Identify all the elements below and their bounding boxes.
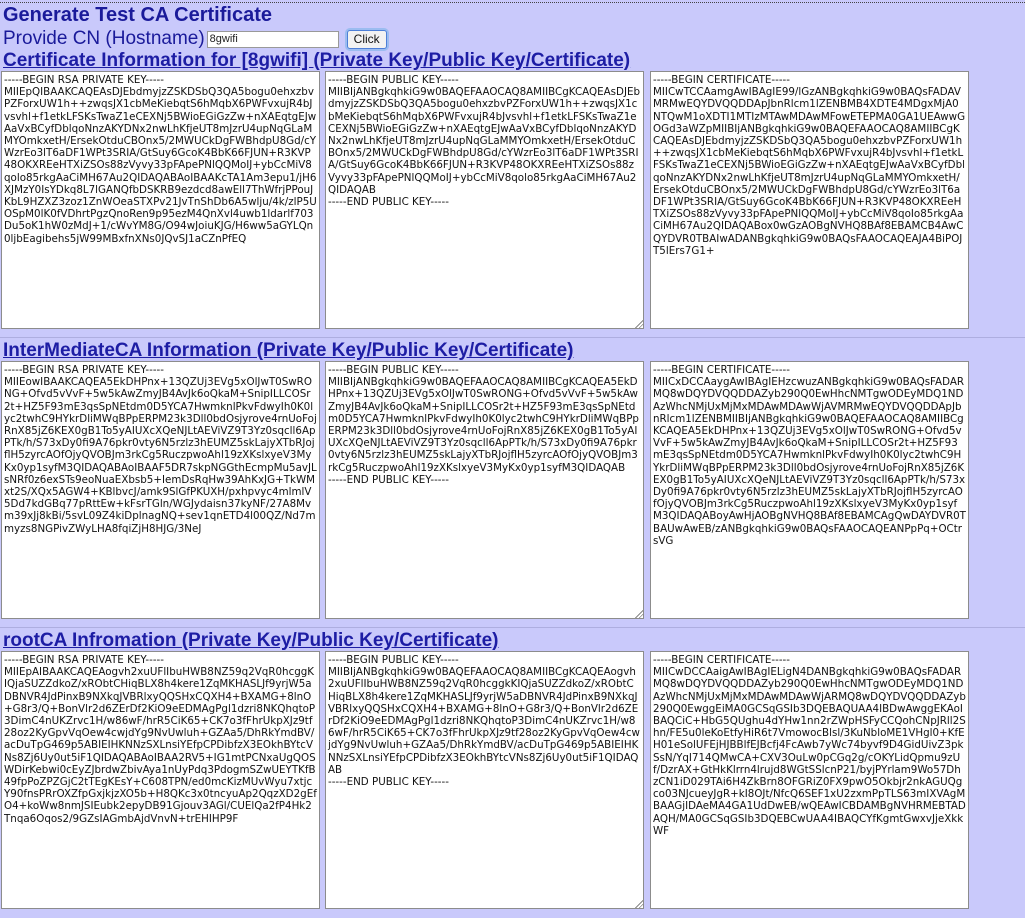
cn-form [3, 27, 387, 51]
certificate-info-heading[interactable]: Certificate Information for [8gwifi] (Private Key/Public Key/Certificate) [3, 50, 631, 71]
root-certificate-textarea[interactable]: -----BEGIN CERTIFICATE----- MIICwDCCAaigAwIBAgIELigN4DANBgkqhkiG9w0BAQsFADARMQ8wDQYDVQQDDAZyb290Q0EwHhcNMTgwODEyMDQ1NDAzWhcNMjUxMjMxMDAwMDAwWjARMQ8wDQYDVQQDDAZyb290Q0EwggEiMA0GCSqGSIb3DQEBAQUAA4IBDwAwggEKAoIBAQCiC+HbG5QUghu4dYHw1nn2rZWpHSFyCCQohCNpJRll2Shn/FE5u0leKoEtfyHiR6t7VmowocBlsl/3KuNbloME1VHgl0+KfEH01eSolUFEjHJBBlfEJBcfj4FcAwb7yWc74byvf9D4GidUivZ3pkSsN/YqI714QMwCA+CXV3OuLw0pCGq2g/cOKYLidQpmu9zUf/DzrAX+GtHkKlrrn4lrujd8WGtSSlcnP21/byjPYrlam9Wo57DhzCN1iD029TAi6H4ZkBrn8OFGRiZ0FX9pwO5Okbjr2nkAGUQgco03NJcueyJgR+kI8OJt/NfcQ6SEF1xU2zxmPpTLS63mIXVAgMBAAGjIDAeMA4GA1UdDwEB/wQEAwICBDAMBgNVHRMEBTADAQH/MA0GCSqGSIb3DQEBCwUAA4IBAQCYfKgmtGwxvJjeXkkWF [650, 651, 969, 909]
section-divider [0, 337, 1025, 338]
certificate-private-key-textarea[interactable]: -----BEGIN RSA PRIVATE KEY----- MIIEpQIBAAKCAQEAsDJEbdmyjzZSKDSbQ3QA5bogu0ehxzbvPZForxUW1h++zwqsJX1cbMeKiebqtS6hMqbX6PWFvxujR4bJvsvhl+f1etkLFSKsTwaZ1eCEXNj5BWioEGiGzZw+nXAEqtgEJwAaVxBCyfDblqoNnzAKYDNx2nwLhKfjeUT8mJzrU4upNqGLaMMYOmkxetH/ErsekOtduCBOnx5/2MWUCkDgFWBhdpU8Gd/cYWzrEo3lT6aDF1WPt3SRIA/GtSuy6GcoK4BbK66FJUN+R3KVP48OKXREeHTXiZSOs88zVyvy33pFApePNlQQMoIJ+ybCcMiV8qolo85rkgAaCiMH67Au2QIDAQABAoIBAAKcTA1Am3epu1/jH6XJMzY0IsYDkq8L7lGANQfbDSKRB9ezdcd8awEll7ThWfrjPPouJKbL9HZXZ3zoz1ZnWOeaSTXPv21JvTnShDb6A5wlju/4k/zlP5UOSpM0lK0fVDhrtPgzQnoRen9p95ezM4QnXvl4uwb1ldarlf703Du5oK1hW0zMdJ+1/cWvYM8G/O94wJoiuKJG/H6ww5aGYLQn0ljbEagibehs5jW99MBxfnXNs0JQvSJ1aCZnPfEQ [1, 71, 320, 329]
page-title: Generate Test CA Certificate [3, 4, 272, 26]
top-scrolled-edge [0, 0, 1025, 3]
root-private-key-textarea[interactable]: -----BEGIN RSA PRIVATE KEY----- MIIEpAIBAAKCAQEAogvh2xuUFlIbuHWB8NZ59q2VqR0hcggKIQjaSUZZdkoZ/xRObtCHiqBLX8h4kere1ZqMKHASLJf9yrjW5aDBNVR4JdPinxB9NXkqJVBRlxyQQSHxCQXH4+BXAMG+8lnO+G8r3/Q+BonVlr2d6ZErDf2KiO9eEDMAgPgl1dzri8NKQhqtoP3DimC4nUKZrvc1H/w86wF/hrR5CiK65+CK7o3fFhrUkpXJz9tf28oz2KyGpvVqOew4cwjdYg9NvUwluh+GZAa5/DhRkYmdBV/acDuTpG469p5ABIEIHKNNzSXLnsiYEfpCPDibfzX3EOkhBYtcVNs8Zj6Uy0ut5iF1QIDAQABAoIBAA2RV5+IG1mtPCNxaUgQOSWDirKebwi0cEyZJbrdwZbivAya1nUyPdq3PdogmSZwUEYTKfB49fpPoZPZGjC2tTEgKEsY+C608TPN/ed0mcKizMUvWyu7xtjcY90fnsPRrOXZfpGxjkjzXO5b+H8QKc3x0tncyuAp2QqzXD2gEfO4+koWw8nmJSIEubk2epyDB91Gjouv3AGl/CUElQa2fP4Hk2Tnqa6Oqos2/9GZsIAGmbAjdVnvN+trEHIHP9F [1, 651, 320, 909]
certificate-certificate-textarea[interactable]: -----BEGIN CERTIFICATE----- MIICwTCCAamgAwIBAgIE99/lGzANBgkqhkiG9w0BAQsFADAVMRMwEQYDVQQDDApJbnRlcm1lZENBMB4XDTE4MDgxMjA0NTQwM1oXDTI1MTIzMTAwMDAwMFowETEPMA0GA1UEAwwGOGd3aWZpMIIBIjANBgkqhkiG9w0BAQEFAAOCAQ8AMIIBCgKCAQEAsDJEbdmyjzZSKDSbQ3QA5bogu0ehxzbvPZForxUW1h++zwqsJX1cbMeKiebqtS6hMqbX6PWFvxujR4bJvsvhl+f1etkLFSKsTwaZ1eCEXNj5BWioEGiGzZw+nXAEqtgEJwAaVxBCyfDblqoNnzAKYDNx2nwLhKfjeUT8mJzrU4upNqGLaMMYOmkxetH/ErsekOtduCBOnx5/2MWUCkDgFWBhdpU8Gd/cYWzrEo3lT6aDF1WPt3SRIA/GtSuy6GcoK4BbK66FJUN+R3KVP48OKXREeHTXiZSOs88zVyvy33pFApePNlQQMoIJ+ybCcMiV8qoIo85rkgAaCiMH67Au2QIDAQABox0wGzAOBgNVHQ8BAf8EBAMCB4AwCQYDVR0TBAIwADANBgkqhkiG9w0BAQsFAAOCAQEAJA4BiPOJT5lErs7G1+ [650, 71, 969, 329]
intermediate-ca-heading[interactable]: InterMediateCA Information (Private Key/Public Key/Certificate) [3, 340, 574, 361]
intermediate-private-key-textarea[interactable]: -----BEGIN RSA PRIVATE KEY----- MIIEowIBAAKCAQEA5EkDHPnx+13QZUj3EVg5xOlJwT0SwRONG+Ofvd5vVvF+5w5kAwZmyJB4AvJk6oQkaM+SnipILLCOSr2t+HZ5F93mE3qsSpNEtdm0D5YCA7HwmknlPkvFdwyIh0K0lyc2twhC9HYkrDliMWqBPpERPM23k3Dll0bdOsjyrove4rnUoFojRnX85jZ6KEX0gB1To5yAIUXcXQeNJLtAEViVZ9T3Yz0sqcll6ApPTk/h/S73xDy0fi9A76pkr0vty6N5rzlz3hEUMZ5skLajyXTbRJojflH5zyrcAOfOjyQVOBJm3rkCg5RuczpwoAhl19zXKslxyeV3MyKx0yp1syfM3QIDAQABAoIBAAF5DR7skpNGGthEcmpMu5avJLsNRf0z6exSTs9eoNuaEXbsb5+IemDsRqHw39AhKxJG+TkWMxt2S/XQx5AGW4+KBlbvcJ/amk9SlGfPKUXH/pxhpvyc4mlmlV5Dd7kdGBq77pRttEw+kFsrTGln/WGJydaisn37kyNF/27A8Mvm39xJj8kBi/5svL09Z4kiDplnagNQ+sev1qnETD4l00QZ/Nd7mmyzs8NGPivZWyLHA8fqiZjH8HJG/3NeJ [1, 361, 320, 619]
intermediate-public-key-textarea[interactable]: -----BEGIN PUBLIC KEY----- MIIBIjANBgkqhkiG9w0BAQEFAAOCAQ8AMIIBCgKCAQEA5EkDHPnx+13QZUj3EVg5xOlJwT0SwRONG+Ofvd5vVvF+5w5kAwZmyJB4AvJk6oQkaM+SnipILLCOSr2t+HZ5F93mE3qsSpNEtdm0D5YCA7HwmknlPkvFdwyIh0K0lyc2twhC9HYkrDliMWqBPpERPM23k3Dll0bdOsjyrove4rnUoFojRnX85jZ6KEX0gB1To5yAIUXcXQeNJLtAEViVZ9T3Yz0sqcll6ApPTk/h/S73xDy0fi9A76pkr0vty6N5rzlz3hEUMZ5skLajyXTbRJojflH5zyrcAOfOjyQVOBJm3rkCg5RuczpwoAhl19zXKslxyeV3MyKx0yp1syfM3QIDAQAB -----END PUBLIC KEY----- [325, 361, 644, 619]
click-button[interactable]: Click [347, 30, 387, 49]
root-public-key-textarea[interactable]: -----BEGIN PUBLIC KEY----- MIIBIjANBgkqhkiG9w0BAQEFAAOCAQ8AMIIBCgKCAQEAogvh2xuUFlIbuHWB8NZ59q2VqR0hcggkKIQjaSUZZdkoZ/xRObtCHiqBLX8h4kere1ZqMKHASLJf9yrjW5aDBNVR4JdPinxB9NXkqJVBRlxyQQSHxCQXH4+BXAMG+8lnO+G8r3/Q+BonVlr2d6ZErDf2KiO9eEDMAgPgl1dzri8NKQhqtoP3DimC4nUKZrvc1H/w86wF/hrR5CiK65+CK7o3fFhrUkpXJz9tf28oz2KyGpvVqOew4cwjdYg9NvUwluh+GZAa5/DhRkYmdBV/acDuTpG469p5ABIEIHKNNzSXLnsiYEfpCPDibfzX3EOkhBYtcVNs8Zj6Uy0ut5iF1QIDAQAB -----END PUBLIC KEY----- [325, 651, 644, 909]
section-divider [0, 627, 1025, 628]
cn-label: Provide CN (Hostname) [3, 28, 205, 49]
root-ca-heading[interactable]: rootCA Infromation (Private Key/Public Key/Certificate) [3, 630, 499, 651]
certificate-public-key-textarea[interactable]: -----BEGIN PUBLIC KEY----- MIIBIjANBgkqhkiG9w0BAQEFAAOCAQ8AMIIBCgKCAQEAsDJEbdmyjzZSKDSbQ3QA5bogu0ehxzbvPZForxUW1h++zwqsJX1cbMeKiebqtS6hMqbX6PWFvxujR4bJvsvhl+f1etkLFSKsTwaZ1eCEXNj5BWioEGiGzZw+nXAEqtgEJwAaVxBCyfDblqoNnzAKYDNx2nwLhKfjeUT8mJzrU4upNqGLaMMYOmkxetH/ErsekOtduCBOnx5/2MWUCkDgFWBhdpU8Gd/cYWzrEo3lT6aDF1WPt3SRIA/GtSuy6GcoK4BbK66FJUN+R3KVP48OKXREeHTXiZSOs88zVyvy33pFApePNlQQMoIJ+ybCcMiV8qolo85rkgAaCiMH67Au2QIDAQAB -----END PUBLIC KEY----- [325, 71, 644, 329]
intermediate-certificate-textarea[interactable]: -----BEGIN CERTIFICATE----- MIICxDCCAaygAwIBAgIEHzcwuzANBgkqhkiG9w0BAQsFADARMQ8wDQYDVQQDDAZyb290Q0EwHhcNMTgwODEyMDQ1NDAzWhcNMjUxMjMxMDAwMDAwWjAVMRMwEQYDVQQDDApJbnRlcm1lZENBMIIBIjANBgkqhkiG9w0BAQEFAAOCAQ8AMIIBCgKCAQEA5EkDHPnx+13QZUj3EVg5xOlJwT0SwRONG+Ofvd5vVvF+5w5kAwZmyJB4AvJk6oQkaM+SnipILLCOSr2t+HZ5F93mE3qsSpNEtdm0D5YCA7HwmknlPkvFdwyIh0K0lyc2twhC9HYkrDliMWqBPpERPM23k3Dll0bdOsjyrove4rnUoFojRnX85jZ6KEX0gB1To5yAIUXcXQeNJLtAEViVZ9T3Yz0sqcll6ApPTk/h/S73xDy0fi9A76pkr0vty6N5rzlz3hEUMZ5skLajyXTbRJojflH5zyrcAOfOjyQVOBJm3rkCg5RuczpwoAhl19zXKslxyeV3MyKx0yp1syfM3QIDAQABoyAwHjAOBgNVHQ8BAf8EBAMCAgQwDAYDVR0TBAUwAwEB/zANBgkqhkiG9w0BAQsFAAOCAQEANPpPq+OCtrsVG [650, 361, 969, 619]
cn-input[interactable] [207, 31, 339, 48]
